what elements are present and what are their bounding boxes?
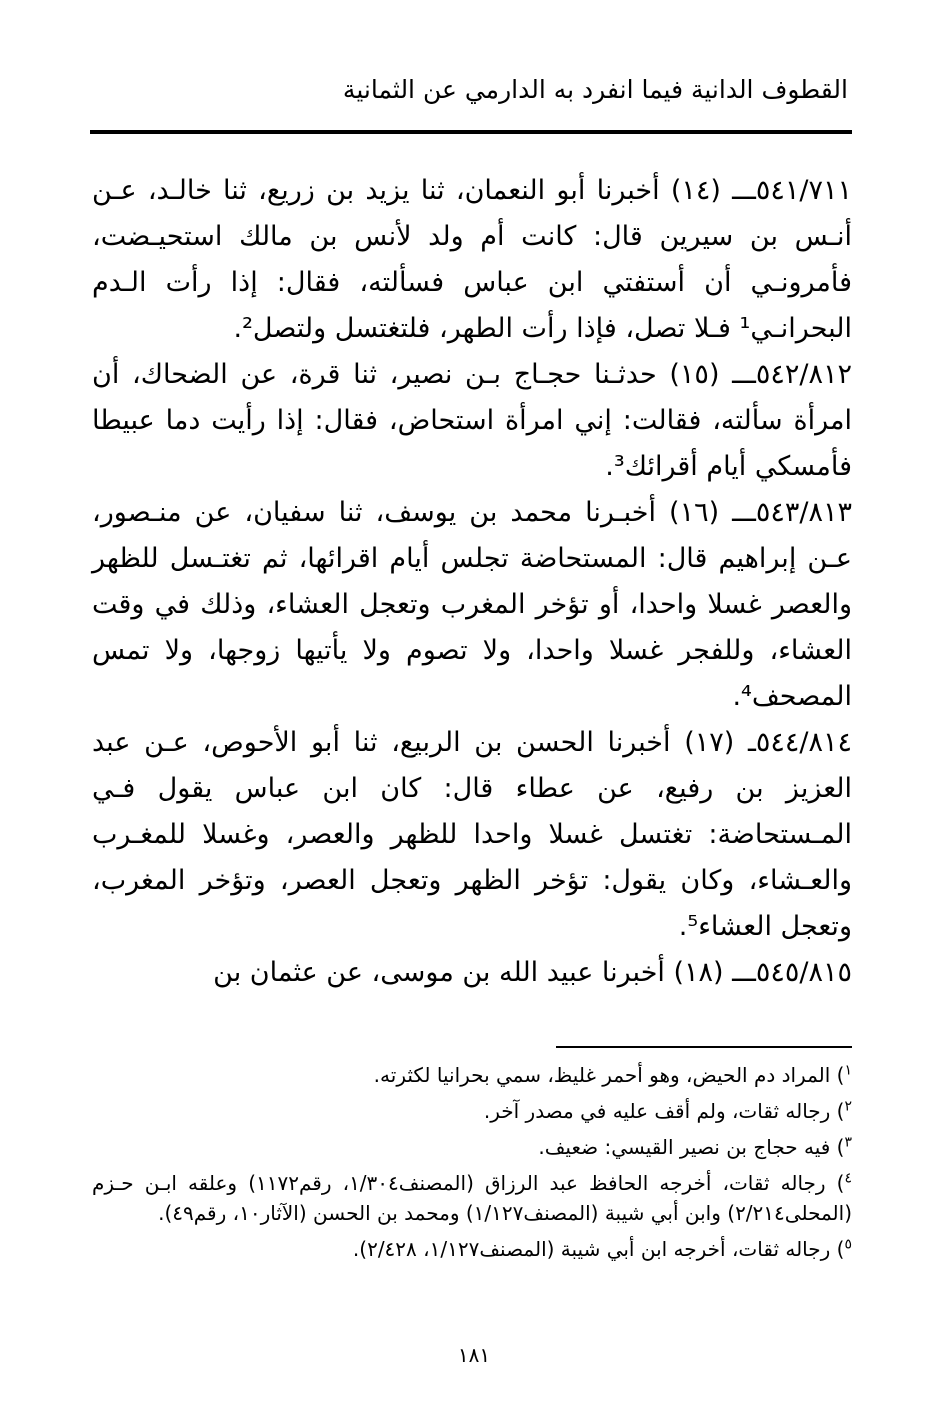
main-text	[92, 168, 852, 996]
footnote-text: ) رجاله ثقات، أخرجه الحافظ عبد الرزاق (المصنف١/٣٠٤، رقم١١٧٢) وعلقه ابـن حـزم (المحلى٢/٢١٤) وابن أبي شيبة (المصنف١/١٢٧) ومحمد بن الحسن (الآثار١٠، رقم٤٩).	[92, 1171, 852, 1225]
footnote-text: ) المراد دم الحيض، وهو أحمر غليظ، سمي بحرانيا لكثرته.	[373, 1063, 845, 1087]
footnote-mark: ٣	[844, 1134, 852, 1151]
hadith-entry-541: ٥٤١/٧١١ـــ (١٤) أخبرنا أبو النعمان، ثنا يزيد بن زريع، ثنا خالـد، عـن أنـس بن سيرين قال: كانت أم ولد لأنس بن مالك استحيـضت، فأمرونـي أن أستفتي ابن عباس فسألته، فقال: إذا رأت الـدم البحرانـي¹ فـلا تصل، فإذا رأت الطهر، فلتغتسل ولتصل².	[92, 175, 852, 344]
footnote-text: ) فيه حجاج بن نصير القيسي: ضعيف.	[538, 1135, 845, 1159]
header-rule	[90, 130, 852, 134]
footnote	[92, 1096, 852, 1126]
footnote-mark: ٤	[844, 1170, 853, 1187]
footnotes	[92, 1060, 852, 1270]
hadith-entry-543: ٥٤٣/٨١٣ـــ (١٦) أخبـرنا محمد بن يوسف، ثنا سفيان، عن منـصور، عـن إبراهيم قال: المستحاضة تجلس أيام اقرائها، ثم تغتـسل للظهر والعصر غسلا واحدا، أو تؤخر المغرب وتعجل العشاء، وذلك في وقت العشاء، وللفجر غسلا واحدا، ولا تصوم ولا يأتيها زوجها، ولا تمس المصحف⁴.	[92, 497, 852, 712]
footnote	[92, 1132, 852, 1162]
hadith-entry-542: ٥٤٢/٨١٢ـــ (١٥) حدثـنا حجـاج بـن نصير، ثنا قرة، عن الضحاك، أن امرأة سألته، فقالت: إني امرأة استحاض، فقال: إذا رأيت دما عبيطا فأمسكي أيام أقرائك³.	[92, 359, 852, 482]
hadith-entry-545: ٥٤٥/٨١٥ـــ (١٨) أخبرنا عبيد الله بن موسى، عن عثمان بن	[213, 957, 852, 988]
running-header: القطوف الدانية فيما انفرد به الدارمي عن الثمانية	[342, 75, 848, 104]
footnote-mark: ٥	[844, 1236, 852, 1253]
hadith-entry-544: ٥٤٤/٨١٤ـ (١٧) أخبرنا الحسن بن الربيع، ثنا أبو الأحوص، عـن عبد العزيز بن رفيع، عن عطاء قال: كان ابن عباس يقول فـي المـستحاضة: تغتسل غسلا واحدا للظهر والعصر، وغسلا للمغـرب والعـشاء، وكان يقول: تؤخر الظهر وتعجل العصر، وتؤخر المغرب، وتعجل العشاء⁵.	[92, 727, 852, 942]
footnote-mark: ١	[844, 1062, 852, 1079]
footnote-text: ) رجاله ثقات، ولم أقف عليه في مصدر آخر.	[483, 1099, 845, 1123]
footnote-text: ) رجاله ثقات، أخرجه ابن أبي شيبة (المصنف١/١٢٧، ٢/٤٢٨).	[352, 1237, 845, 1261]
footnote	[92, 1060, 852, 1090]
page-number: ١٨١	[457, 1343, 491, 1367]
footnote-mark: ٢	[844, 1098, 852, 1115]
footnote	[92, 1234, 852, 1264]
footnote-separator	[556, 1046, 852, 1048]
footnote	[92, 1168, 852, 1228]
